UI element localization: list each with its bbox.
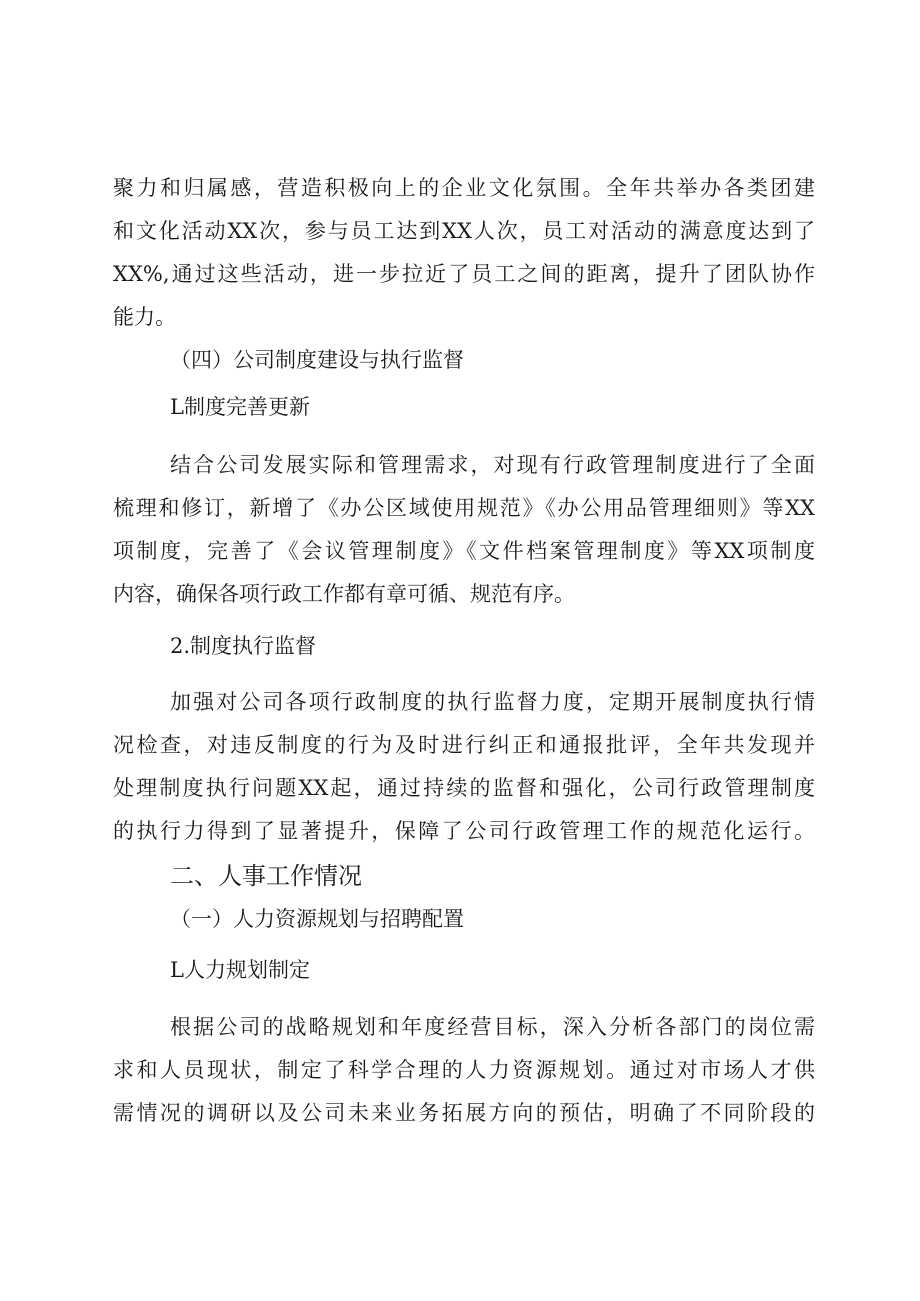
paragraph-line: 和文化活动XX次，参与员工达到XX人次，员工对活动的满意度达到了 [113, 219, 815, 243]
paragraph-line: 求和人员现状，制定了科学合理的人力资源规划。通过对市场人才供 [113, 1058, 815, 1082]
paragraph-line: 根据公司的战略规划和年度经营目标，深入分析各部门的岗位需 [170, 1015, 815, 1039]
paragraph-line: 加强对公司各项行政制度的执行监督力度，定期开展制度执行情 [170, 690, 815, 714]
paragraph-line: 内容，确保各项行政工作都有章可循、规范有序。 [113, 582, 575, 606]
paragraph-line: 能力。 [113, 305, 176, 329]
paragraph-line: XX%,通过这些活动，进一步拉近了员工之间的距离，提升了团队协作 [113, 262, 815, 286]
section-heading: （四）公司制度建设与执行监督 [170, 348, 464, 372]
chapter-heading: 二、人事工作情况 [170, 862, 362, 890]
paragraph-line: 结合公司发展实际和管理需求，对现有行政管理制度进行了全面 [170, 453, 815, 477]
section-heading: （一）人力资源规划与招聘配置 [170, 907, 464, 931]
paragraph-line: 梳理和修订，新增了《办公区域使用规范》《办公用品管理细则》等XX [113, 496, 815, 520]
subsection-heading: L人力规划制定 [170, 958, 310, 982]
paragraph-line: 处理制度执行问题XX起，通过持续的监督和强化，公司行政管理制度 [113, 776, 815, 800]
subsection-heading: L制度完善更新 [170, 395, 310, 419]
paragraph-line: 需情况的调研以及公司未来业务拓展方向的预估，明确了不同阶段的 [113, 1101, 815, 1125]
paragraph-line: 的执行力得到了显著提升，保障了公司行政管理工作的规范化运行。 [113, 819, 815, 843]
paragraph-line: 聚力和归属感，营造积极向上的企业文化氛围。全年共举办各类团建 [113, 176, 815, 200]
subsection-heading: 2.制度执行监督 [170, 634, 317, 658]
paragraph-line: 项制度，完善了《会议管理制度》《文件档案管理制度》等XX项制度 [113, 539, 815, 563]
paragraph-line: 况检查，对违反制度的行为及时进行纠正和通报批评，全年共发现并 [113, 733, 815, 757]
